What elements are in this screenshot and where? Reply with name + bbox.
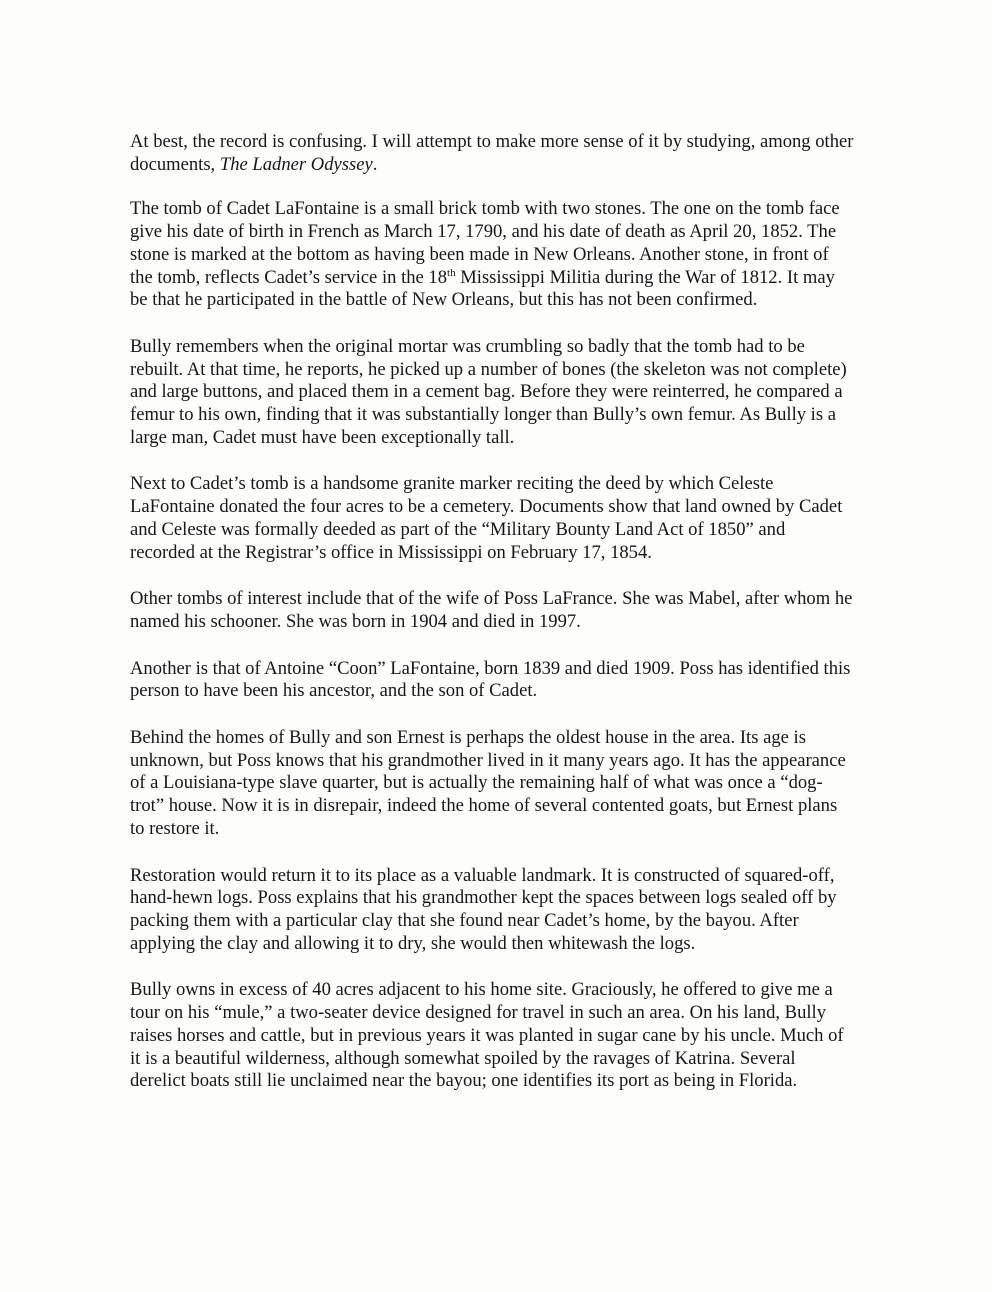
paragraph-5: Other tombs of interest include that of the wife of Poss LaFrance. She was Mabel, after whom he named his schooner. She was born in 1904 and died in 1997. bbox=[130, 588, 853, 632]
paragraph-8: Restoration would return it to its place as a valuable landmark. It is constructed of squared-off, hand-hewn logs. Poss explains that his grandmother kept the spaces between logs sealed off by packing them with a particular clay that she found near Cadet’s home, by the bayou. After applying the clay and allowing it to dry, she would then whitewash the logs. bbox=[130, 864, 837, 954]
paragraph-2-before-sup: The tomb of Cadet LaFontaine is a small brick tomb with two stones. The one on the tomb face give his date of birth in French as March 17, 1790, and his date of death as April 20, 1852. The stone is marked at the bottom as having been made in New Orleans. Another stone, in front of the tomb, reflects Cadet’s service in the 18 bbox=[130, 198, 840, 288]
paragraph-1-text: At best, the record is confusing. I will attempt to make more sense of it by studying, among other documents, bbox=[130, 131, 854, 175]
paragraph-6: Another is that of Antoine “Coon” LaFontaine, born 1839 and died 1909. Poss has identified this person to have been his ancestor, and the son of Cadet. bbox=[130, 657, 851, 702]
paragraph-2 bbox=[130, 198, 854, 312]
book-title: The Ladner Odyssey bbox=[219, 153, 373, 175]
paragraph-1-end: . bbox=[372, 153, 378, 175]
ordinal-superscript: th bbox=[447, 266, 456, 279]
paragraph-3: Bully remembers when the original mortar was crumbling so badly that the tomb had to be rebuilt. At that time, he reports, he picked up a number of bones (the skeleton was not complete) and large buttons, and placed them in a cement bag. Before they were reinterred, he compared a femur to his own, finding that it was substantially longer than Bully’s own femur. As Bully is a large man, Cadet must have been exceptionally tall. bbox=[130, 335, 847, 448]
paragraph-1 bbox=[130, 131, 854, 176]
document-body bbox=[130, 131, 854, 1117]
paragraph-9: Bully owns in excess of 40 acres adjacent to his home site. Graciously, he offered to give me a tour on his “mule,” a two-seater device designed for travel in such an area. On his land, Bully raises horses and cattle, but in previous years it was planted in sugar cane by his uncle. Much of it is a beautiful wilderness, although somewhat spoiled by the ravages of Katrina. Several derelict boats still lie unclaimed near the bayou; one identifies its port as being in Florida. bbox=[130, 979, 844, 1092]
paragraph-4: Next to Cadet’s tomb is a handsome granite marker reciting the deed by which Celeste LaFontaine donated the four acres to be a cemetery. Documents show that land owned by Cadet and Celeste was formally deeded as part of the “Military Bounty Land Act of 1850” and recorded at the Registrar’s office in Mississippi on February 17, 1854. bbox=[130, 473, 843, 563]
paragraph-7: Behind the homes of Bully and son Ernest is perhaps the oldest house in the area. Its age is unknown, but Poss knows that his grandmother lived in it many years ago. It has the appearance of a Louisiana-type slave quarter, but is actually the remaining half of what was once a “dog-trot” house. Now it is in disrepair, indeed the home of several contented goats, but Ernest plans to restore it. bbox=[130, 727, 846, 839]
paragraph-2-after-sup: Mississippi Militia during the War of 1812. It may be that he participated in the battle of New Orleans, but this has not been confirmed. bbox=[130, 266, 835, 311]
